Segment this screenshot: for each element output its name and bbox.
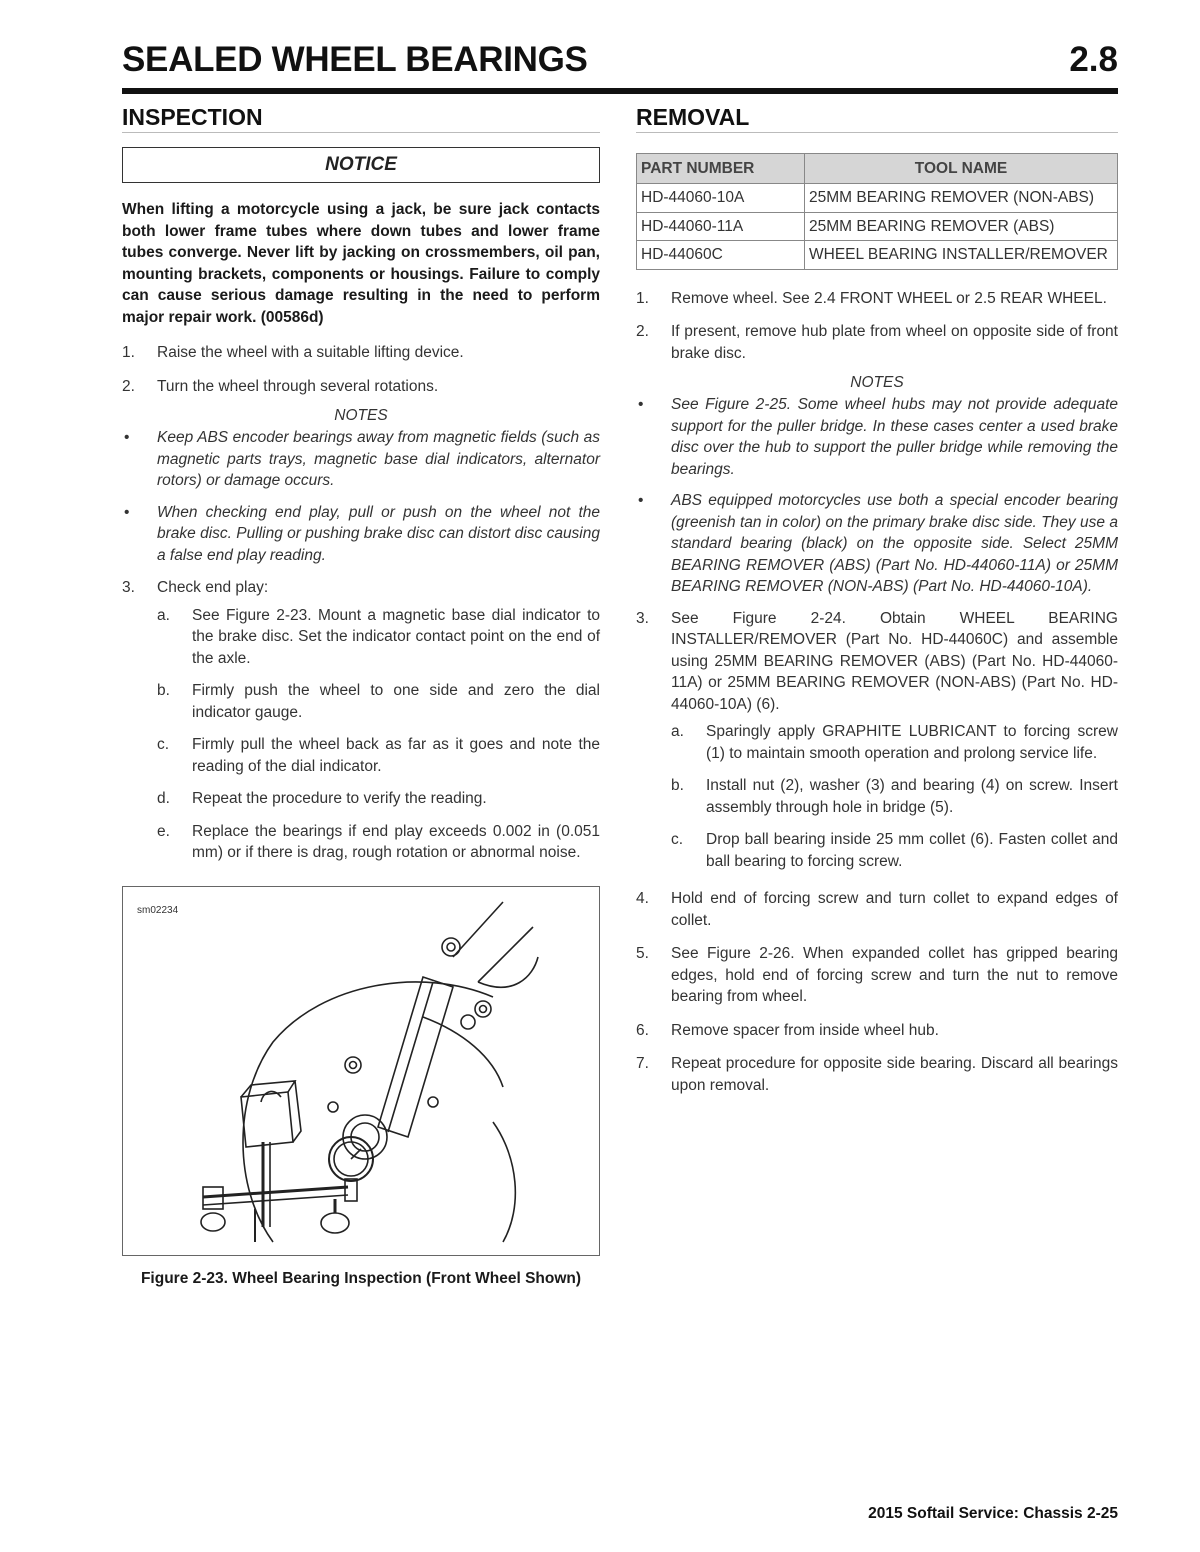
part-number-cell: HD-44060-11A [637, 212, 805, 241]
sub-step-letter: e. [157, 822, 170, 840]
step-number: 7. [636, 1055, 649, 1072]
removal-step [636, 288, 1118, 310]
sub-step-text: Install nut (2), washer (3) and bearing (4) on screw. Insert assembly through hole in bridge (5). [706, 777, 1118, 816]
table-row [637, 241, 1118, 270]
sub-step [157, 821, 600, 864]
removal-step [636, 888, 1118, 931]
tool-name-cell: 25MM BEARING REMOVER (ABS) [805, 212, 1118, 241]
step-number: 2. [636, 323, 649, 340]
notice-text: When lifting a motorcycle using a jack, be sure jack contacts both lower frame tubes where down tubes and lower frame tubes converge. Never lift by jacking on crossmembers, oil pan, mounting brackets, components or housings. Failure to comply can cause serious damage resulting in the need to perform major repair work. (00586d) [122, 201, 600, 326]
page-title: SEALED WHEEL BEARINGS [122, 40, 588, 79]
step-number: 1. [636, 289, 649, 307]
sub-step-text: Drop ball bearing inside 25 mm collet (6). Fasten collet and ball bearing to forcing screw. [706, 831, 1118, 870]
page-footer: 2015 Softail Service: Chassis 2-25 [868, 1505, 1118, 1522]
figure-box [122, 886, 600, 1256]
removal-step [636, 321, 1118, 364]
sub-step-letter: b. [671, 777, 684, 794]
sub-step-text: Firmly pull the wheel back as far as it goes and note the reading of the dial indicator. [192, 736, 600, 775]
note-text: See Figure 2-25. Some wheel hubs may not provide adequate support for the puller bridge. In these cases center a used brake disc over the hub to support the puller bridge while removing the bearings. [671, 396, 1118, 478]
step-text: Check end play: [157, 579, 269, 596]
note-text: Keep ABS encoder bearings away from magnetic fields (such as magnetic parts trays, magnetic base dial indicators, alternator rotors) or damage occurs. [157, 429, 600, 489]
step-number: 1. [122, 344, 135, 361]
tool-table [636, 153, 1118, 270]
removal-step [636, 1020, 1118, 1042]
bullet-dot: • [638, 492, 644, 509]
step-text: Hold end of forcing screw and turn collet to expand edges of collet. [671, 890, 1118, 929]
sub-step-text: Sparingly apply GRAPHITE LUBRICANT to forcing screw (1) to maintain smooth operation and prolong service life. [706, 723, 1118, 762]
page-header [122, 40, 1118, 92]
sub-step [157, 680, 600, 723]
sub-step-text: Repeat the procedure to verify the reading. [192, 790, 487, 807]
column-header-tool-name: TOOL NAME [805, 154, 1118, 184]
header-rule [122, 88, 1118, 94]
inspection-step [122, 376, 600, 398]
sub-step [671, 829, 1118, 872]
removal-step [636, 943, 1118, 1008]
section-rule [636, 132, 1118, 133]
note-bullet [636, 490, 1118, 598]
figure-caption: Figure 2-23. Wheel Bearing Inspection (Front Wheel Shown) [140, 1269, 582, 1287]
step-number: 2. [122, 377, 135, 395]
table-row [637, 184, 1118, 213]
step-text: If present, remove hub plate from wheel on opposite side of front brake disc. [671, 323, 1118, 362]
sub-step [671, 775, 1118, 818]
notes-label: NOTES [334, 407, 388, 424]
sub-step-text: See Figure 2-23. Mount a magnetic base dial indicator to the brake disc. Set the indicator contact point on the end of the axle. [192, 606, 600, 667]
part-number-cell: HD-44060C [637, 241, 805, 270]
step-number: 6. [636, 1021, 649, 1039]
step-number: 5. [636, 945, 649, 962]
note-text: ABS equipped motorcycles use both a special encoder bearing (greenish tan in color) on the primary brake disc side. They use a standard bearing (black) on the opposite side. Select 25MM BEARING REMOVER (ABS) (Part No. HD-44060-11A) or 25MM BEARING REMOVER (NON-ABS) (Part No. HD-44060-10A). [671, 492, 1118, 595]
notes-label: NOTES [850, 374, 904, 391]
sub-step [157, 605, 600, 670]
step-number: 3. [636, 609, 649, 627]
step-number: 3. [122, 579, 135, 596]
note-text: When checking end play, pull or push on the wheel not the brake disc. Pulling or pushing brake disc can distort disc causing a false end play reading. [157, 503, 600, 564]
sub-step [157, 788, 600, 810]
figure-id: sm02234 [137, 904, 179, 916]
sub-step-letter: c. [671, 831, 684, 848]
bullet-dot: • [638, 396, 644, 413]
removal-step [636, 1053, 1118, 1096]
tool-name-cell: WHEEL BEARING INSTALLER/REMOVER [805, 241, 1118, 270]
note-bullet [636, 394, 1118, 480]
step-text: Turn the wheel through several rotations. [157, 377, 439, 395]
sub-step [157, 734, 600, 777]
column-header-part-number: PART NUMBER [637, 154, 805, 184]
inspection-heading: INSPECTION [122, 104, 263, 130]
section-rule [122, 132, 600, 133]
bullet-dot: • [124, 429, 130, 446]
part-number-cell: HD-44060-10A [637, 184, 805, 213]
sub-step-letter: d. [157, 790, 170, 807]
notice-box [122, 147, 600, 183]
sub-step-letter: a. [671, 723, 684, 740]
sub-step-letter: b. [157, 682, 170, 699]
wheel-bearing-illustration [123, 887, 599, 1255]
table-row [637, 212, 1118, 241]
removal-step [636, 608, 1118, 716]
note-bullet [122, 502, 600, 567]
sub-step [671, 721, 1118, 764]
inspection-step [122, 342, 600, 364]
sub-step-text: Firmly push the wheel to one side and zero the dial indicator gauge. [192, 682, 600, 721]
sub-step-text: Replace the bearings if end play exceeds 0.002 in (0.051 mm) or if there is drag, rough rotation or abnormal noise. [192, 822, 600, 861]
note-bullet [122, 427, 600, 492]
step-text: Repeat procedure for opposite side bearing. Discard all bearings upon removal. [671, 1055, 1118, 1094]
inspection-column [122, 100, 600, 1289]
section-number: 2.8 [1069, 40, 1118, 79]
step-text: See Figure 2-24. Obtain WHEEL BEARING INSTALLER/REMOVER (Part No. HD-44060C) and assemble using 25MM BEARING REMOVER (ABS) (Part No. HD-44060-11A) or 25MM BEARING REMOVER (NON-ABS) (Part No. HD-44060-10A) (6). [671, 609, 1118, 713]
notice-title: NOTICE [325, 154, 397, 175]
tool-name-cell: 25MM BEARING REMOVER (NON-ABS) [805, 184, 1118, 213]
removal-heading: REMOVAL [636, 104, 750, 130]
table-header-row [637, 154, 1118, 184]
sub-step-letter: a. [157, 606, 170, 624]
step-text: Remove wheel. See 2.4 FRONT WHEEL or 2.5 REAR WHEEL. [671, 289, 1107, 307]
bullet-dot: • [124, 503, 130, 521]
sub-step-letter: c. [157, 736, 170, 753]
step-text: See Figure 2-26. When expanded collet has gripped bearing edges, hold end of forcing screw and turn the nut to remove bearing from wheel. [671, 945, 1118, 1005]
step-text: Raise the wheel with a suitable lifting device. [157, 344, 464, 361]
removal-column [636, 100, 1118, 1096]
inspection-step [122, 577, 600, 599]
step-text: Remove spacer from inside wheel hub. [671, 1021, 939, 1039]
step-number: 4. [636, 890, 649, 907]
